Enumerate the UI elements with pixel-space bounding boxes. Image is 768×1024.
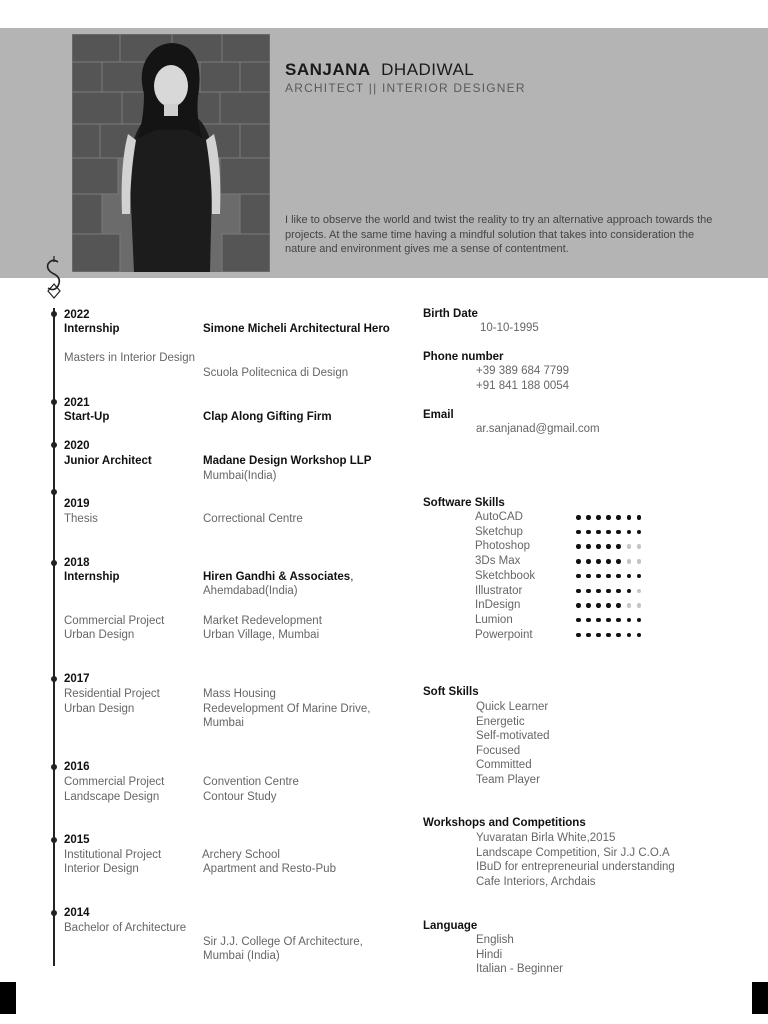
- rating-dot-filled: [576, 633, 581, 638]
- rating-dot-filled: [616, 559, 621, 564]
- software-skill-row: [475, 613, 675, 628]
- rating-dot-filled: [627, 530, 632, 535]
- software-skill-name: InDesign: [475, 599, 521, 612]
- degree-2014: Bachelor of Architecture: [64, 922, 187, 934]
- p1-type-2018: Commercial Project: [64, 615, 165, 627]
- rating-dot-filled: [616, 589, 621, 594]
- rating-dot-filled: [616, 618, 621, 623]
- rating-dot-filled: [596, 574, 601, 579]
- rating-dot-filled: [596, 530, 601, 535]
- soft-skills-label: Soft Skills: [423, 686, 479, 698]
- timeline-dot-2017: [51, 676, 57, 682]
- soft-skill-item: Committed: [476, 759, 532, 772]
- rating-dot-filled: [596, 618, 601, 623]
- year-2014: 2014: [64, 907, 90, 919]
- rating-dot-empty: [627, 544, 632, 549]
- rating-dot-filled: [596, 559, 601, 564]
- person-name: [285, 60, 474, 80]
- language-item: Hindi: [476, 948, 503, 961]
- rating-dot-filled: [616, 544, 621, 549]
- rating-dot-filled: [576, 618, 581, 623]
- software-skill-name: Sketchbook: [475, 569, 536, 582]
- rating-dot-filled: [616, 515, 621, 520]
- software-skill-row: [475, 584, 675, 599]
- location-2020: Mumbai(India): [203, 470, 277, 482]
- rating-dot-filled: [606, 589, 611, 594]
- rating-dot-filled: [586, 515, 591, 520]
- rating-dot-filled: [586, 530, 591, 535]
- p2-type-2018: Urban Design: [64, 629, 135, 641]
- last-name: DHADIWAL: [381, 60, 475, 79]
- rating-dot-filled: [616, 633, 621, 638]
- rating-dot-filled: [576, 574, 581, 579]
- software-skill-name: Powerpoint: [475, 628, 533, 641]
- rating-dot-filled: [586, 574, 591, 579]
- rating-dot-filled: [606, 633, 611, 638]
- p2-type-2016: Landscape Design: [64, 791, 160, 803]
- language-item: English: [476, 934, 514, 946]
- type-2019: Thesis: [64, 513, 98, 525]
- role-2020: Junior Architect: [64, 455, 152, 467]
- role-2018: Internship: [64, 571, 120, 583]
- timeline-dot-2018: [51, 560, 57, 566]
- edu-2022: Masters in Interior Design: [64, 352, 196, 364]
- corner-mark-bottom-right: [752, 982, 768, 1014]
- rating-dot-filled: [586, 633, 591, 638]
- job-title: ARCHITECT || INTERIOR DESIGNER: [285, 81, 526, 95]
- org-2018: [203, 570, 353, 584]
- workshop-item: Cafe Interiors, Archdais: [476, 875, 596, 888]
- rating-dot-filled: [576, 515, 581, 520]
- rating-dot-filled: [586, 544, 591, 549]
- p2-name-2015: Apartment and Resto-Pub: [203, 863, 336, 875]
- p1-type-2017: Residential Project: [64, 688, 160, 700]
- p1-name-2017: Mass Housing: [203, 688, 276, 700]
- rating-dot-filled: [596, 515, 601, 520]
- rating-dot-filled: [606, 603, 611, 608]
- birth-date-label: Birth Date: [423, 308, 478, 320]
- software-skill-name: Lumion: [475, 613, 513, 626]
- rating-dot-filled: [596, 633, 601, 638]
- rating-dot-filled: [606, 515, 611, 520]
- p2-name-2016: Contour Study: [203, 791, 277, 803]
- rating-dot-filled: [596, 544, 601, 549]
- language-item: Italian - Beginner: [476, 963, 563, 976]
- org-2021: Clap Along Gifting Firm: [203, 411, 332, 423]
- p1-name-2016: Convention Centre: [203, 776, 299, 788]
- rating-dot-filled: [627, 633, 632, 638]
- college-2014: Sir J.J. College Of Architecture, Mumbai (India): [203, 936, 363, 962]
- p2-name-2018: Urban Village, Mumbai: [203, 629, 320, 641]
- year-2021: 2021: [64, 397, 90, 409]
- rating-dot-empty: [637, 559, 642, 564]
- org-2018-suffix: ,: [350, 571, 354, 583]
- soft-skill-item: Quick Learner: [476, 701, 549, 713]
- org-2020: Madane Design Workshop LLP: [203, 455, 372, 467]
- rating-dot-filled: [576, 544, 581, 549]
- year-2020: 2020: [64, 440, 90, 452]
- rating-dot-filled: [606, 574, 611, 579]
- rating-dot-empty: [637, 603, 642, 608]
- project-2019: Correctional Centre: [203, 513, 303, 525]
- rating-dot-filled: [596, 589, 601, 594]
- rating-dot-filled: [606, 618, 611, 623]
- p2-type-2017: Urban Design: [64, 703, 135, 715]
- soft-skill-item: Energetic: [476, 715, 525, 728]
- email-label: Email: [423, 409, 454, 421]
- timeline-dot-2022: [51, 311, 57, 317]
- rating-dot-filled: [616, 574, 621, 579]
- p2-name-2017: Redevelopment Of Marine Drive, Mumbai: [203, 703, 371, 729]
- timeline-line: [53, 308, 55, 966]
- software-skill-row: [475, 525, 675, 540]
- first-name: SANJANA: [285, 60, 371, 79]
- workshops-label: Workshops and Competitions: [423, 817, 586, 829]
- rating-dot-empty: [637, 589, 642, 594]
- software-skill-row: [475, 569, 675, 584]
- workshop-item: Landscape Competition, Sir J.J C.O.A: [476, 846, 670, 859]
- software-skill-row: [475, 628, 675, 643]
- rating-dot-filled: [637, 633, 642, 638]
- year-2019: 2019: [64, 498, 90, 510]
- soft-skill-item: Self-motivated: [476, 730, 550, 743]
- rating-dot-filled: [616, 530, 621, 535]
- p1-name-2015: Archery School: [202, 849, 280, 861]
- rating-dot-empty: [627, 603, 632, 608]
- software-skill-name: Sketchup: [475, 525, 523, 538]
- rating-dot-empty: [637, 544, 642, 549]
- rating-dot-filled: [627, 515, 632, 520]
- timeline-dot-2015: [51, 837, 57, 843]
- language-label: Language: [423, 920, 478, 932]
- rating-dot-filled: [586, 589, 591, 594]
- rating-dot-filled: [627, 589, 632, 594]
- software-skill-row: [475, 598, 675, 613]
- profile-photo: [72, 34, 270, 272]
- school-2022: Scuola Politecnica di Design: [203, 367, 349, 379]
- rating-dot-filled: [576, 589, 581, 594]
- rating-dot-filled: [627, 574, 632, 579]
- p1-type-2015: Institutional Project: [64, 849, 162, 861]
- rating-dot-filled: [586, 559, 591, 564]
- rating-dot-filled: [586, 618, 591, 623]
- org-2018-name: Hiren Gandhi & Associates: [203, 571, 351, 583]
- timeline-dot-2014: [51, 910, 57, 916]
- birth-date-value: 10-10-1995: [480, 322, 539, 334]
- soft-skill-item: Focused: [476, 744, 521, 757]
- rating-dot-filled: [586, 603, 591, 608]
- p1-name-2018: Market Redevelopment: [203, 615, 322, 627]
- soft-skill-item: Team Player: [476, 774, 540, 786]
- p2-type-2015: Interior Design: [64, 863, 139, 875]
- rating-dot-empty: [627, 559, 632, 564]
- role-2021: Start-Up: [64, 411, 110, 423]
- org-2022: Simone Micheli Architectural Hero: [203, 323, 390, 335]
- rating-dot-filled: [616, 603, 621, 608]
- rating-dot-filled: [606, 544, 611, 549]
- rating-dot-filled: [576, 530, 581, 535]
- software-skill-name: Illustrator: [475, 584, 523, 597]
- phone-label: Phone number: [423, 351, 504, 363]
- corner-mark-bottom-left: [0, 982, 16, 1014]
- software-skill-row: [475, 510, 675, 525]
- software-skill-name: Photoshop: [475, 540, 530, 553]
- timeline-dot-2019: [51, 489, 57, 495]
- software-skill-row: [475, 554, 675, 569]
- location-2018: Ahemdabad(India): [203, 585, 298, 597]
- year-2017: 2017: [64, 673, 90, 685]
- workshop-item: Yuvaratan Birla White,2015: [476, 832, 616, 844]
- rating-dot-filled: [637, 574, 642, 579]
- rating-dot-filled: [596, 603, 601, 608]
- email-value[interactable]: ar.sanjanad@gmail.com: [476, 423, 600, 435]
- rating-dot-filled: [627, 618, 632, 623]
- timeline-dot-2020: [51, 442, 57, 448]
- software-skill-name: AutoCAD: [475, 511, 523, 523]
- rating-dot-filled: [606, 559, 611, 564]
- year-2016: 2016: [64, 761, 90, 773]
- software-skill-name: 3Ds Max: [475, 555, 521, 568]
- rating-dot-filled: [576, 603, 581, 608]
- rating-dot-filled: [637, 530, 642, 535]
- rating-dot-filled: [606, 530, 611, 535]
- software-skills-label: Software Skills: [423, 497, 505, 509]
- role-2022: Internship: [64, 323, 120, 335]
- year-2015: 2015: [64, 834, 90, 846]
- p1-type-2016: Commercial Project: [64, 776, 165, 788]
- timeline-dot-2016: [51, 764, 57, 770]
- rating-dot-filled: [637, 618, 642, 623]
- year-2022: 2022: [64, 309, 90, 321]
- bio-text: I like to observe the world and twist the reality to try an alternative approach towards the projects. At the same time having a mindful solution that takes into consideration the nature and environment gives me a sense of contentment.: [285, 214, 713, 256]
- monogram-logo: [42, 256, 66, 300]
- rating-dot-filled: [576, 559, 581, 564]
- timeline-dot-2021: [51, 399, 57, 405]
- software-skill-row: [475, 539, 675, 554]
- rating-dot-filled: [637, 515, 642, 520]
- year-2018: 2018: [64, 557, 90, 569]
- phone-2: +91 841 188 0054: [476, 380, 570, 392]
- workshop-item: IBuD for entrepreneurial understanding: [476, 861, 675, 874]
- phone-1: +39 389 684 7799: [476, 365, 570, 377]
